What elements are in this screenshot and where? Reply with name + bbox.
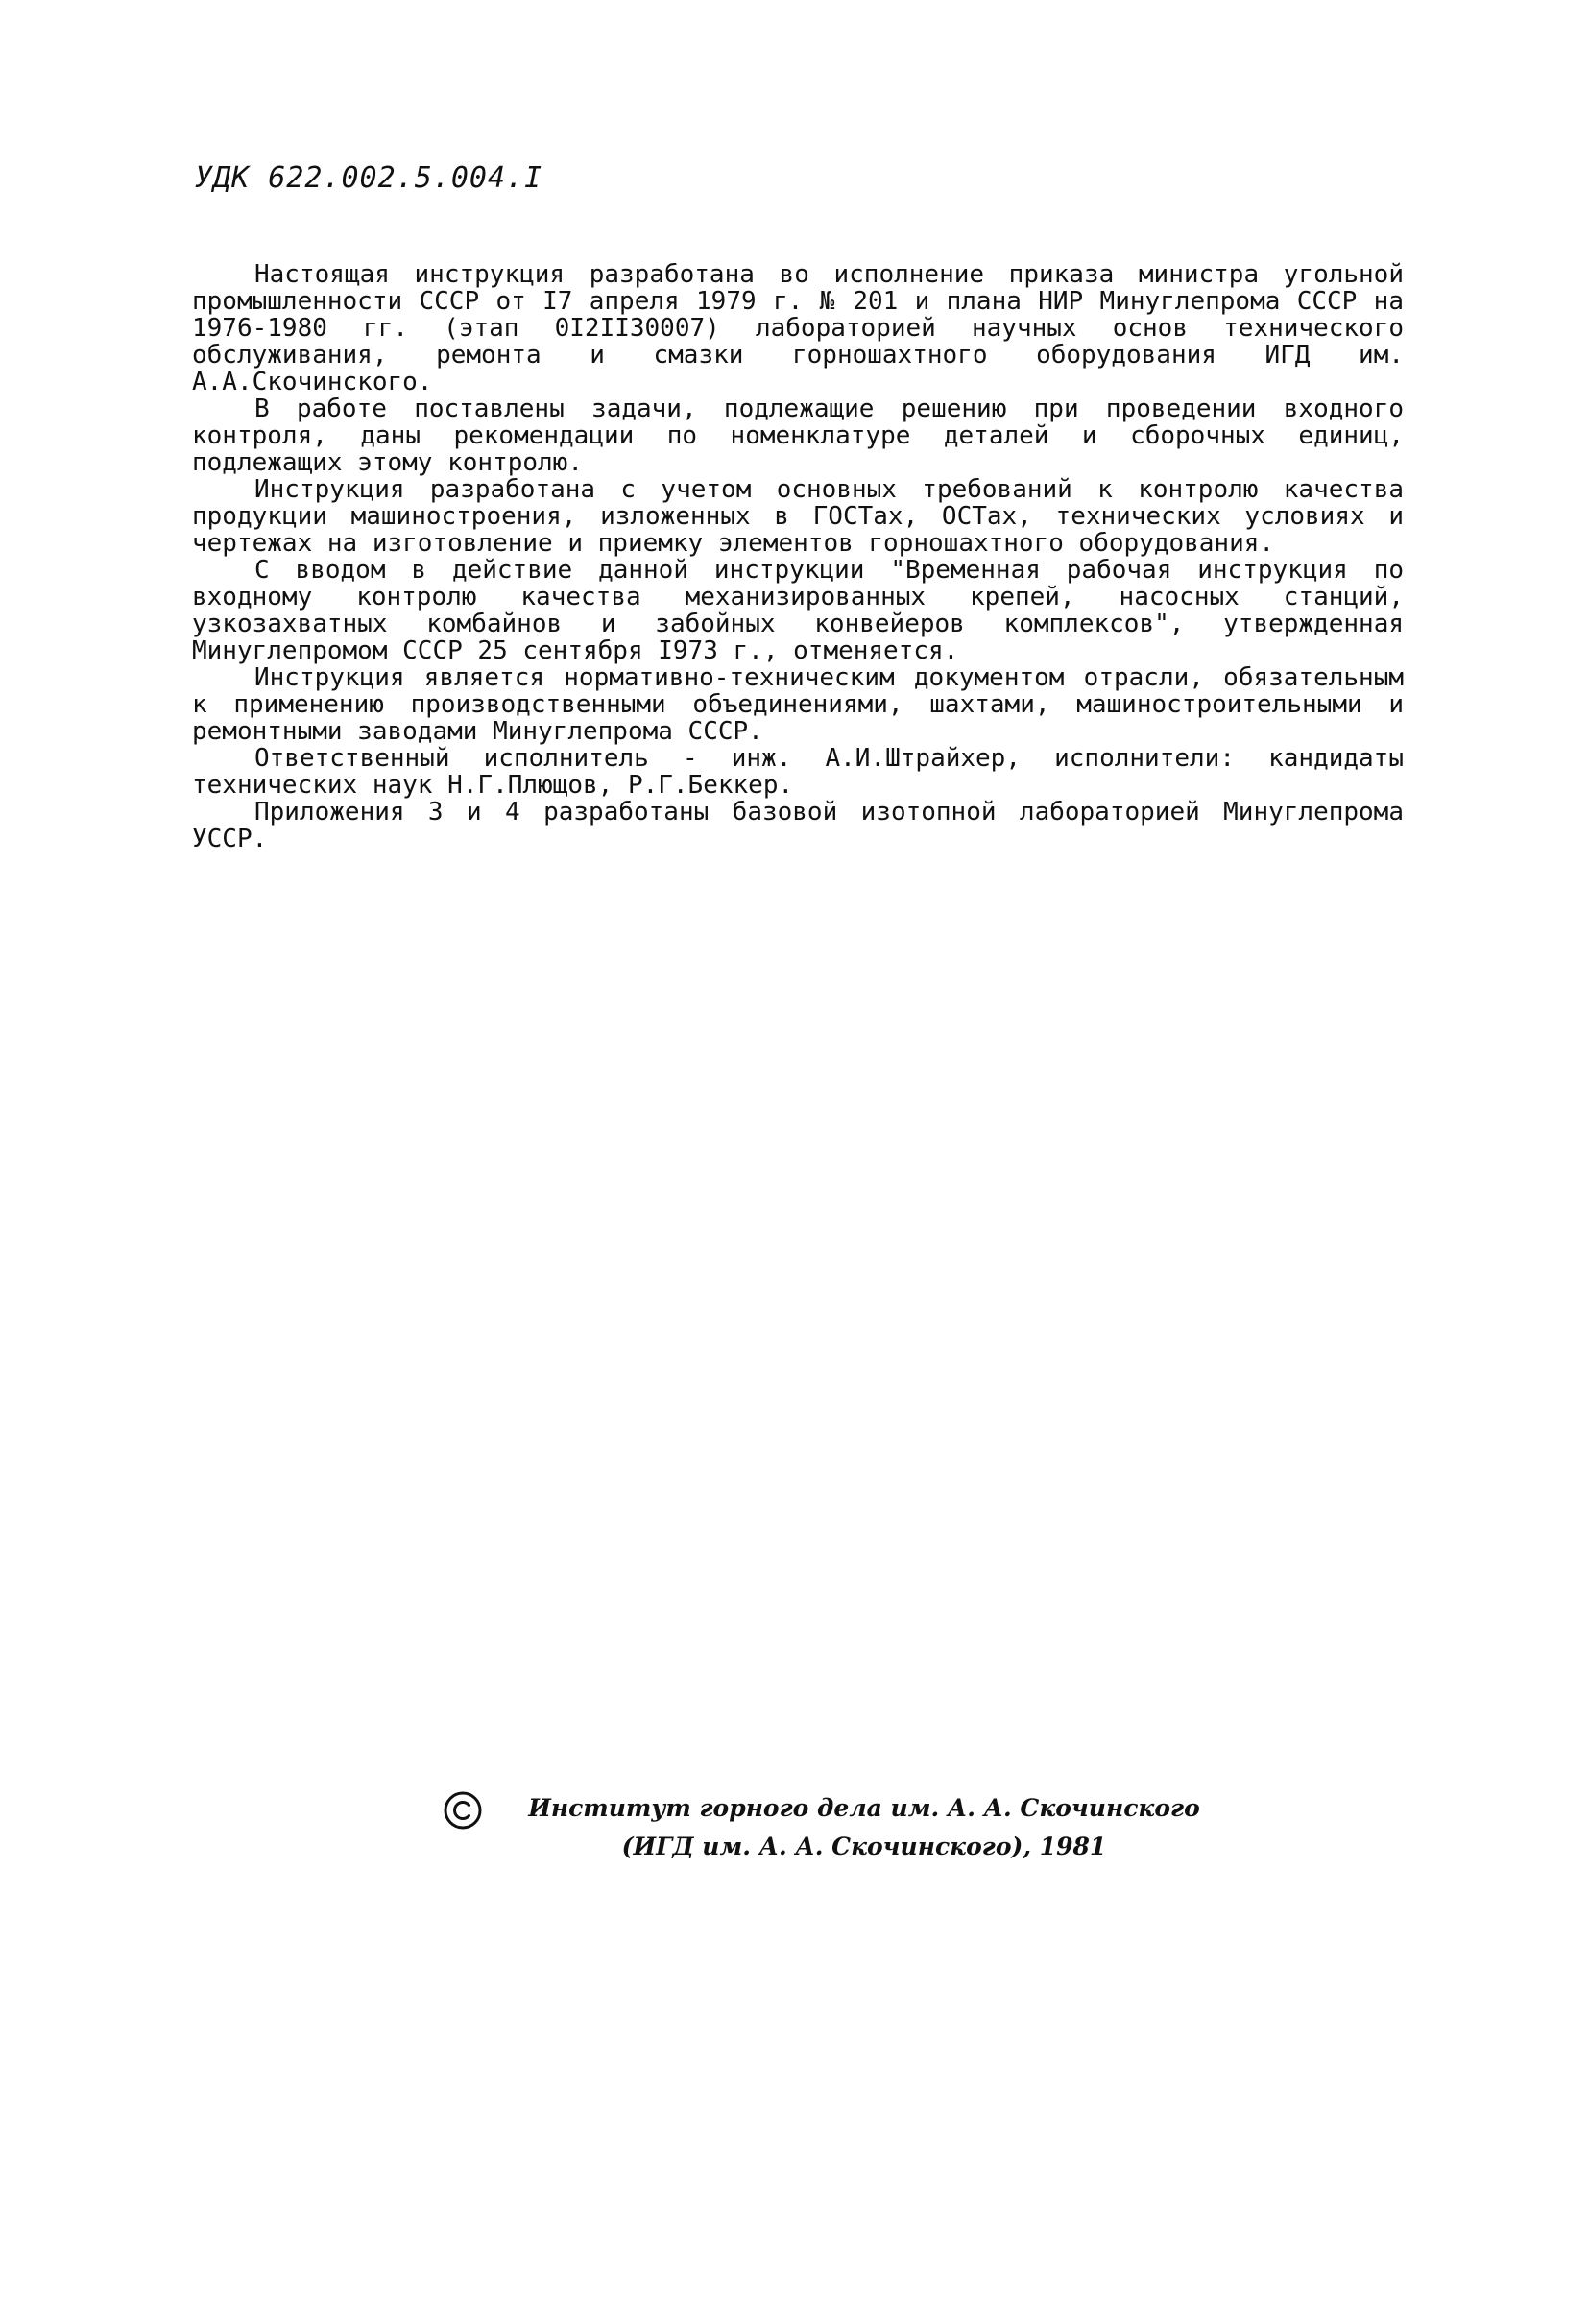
document-body: [192, 261, 1404, 852]
publisher-line-2: (ИГД им. А. А. Скочинского), 1981: [621, 1833, 1107, 1860]
copyright-icon: [442, 1789, 484, 1832]
paragraph-supersedes: С вводом в действие данной инструкции "Временная рабочая инструкция по входному контролю качества механизированных крепей, насосных станций, узкозахватных комбайнов и забойных конвейеров комплексов", утвержденная Минуглепромом СССР 25 сентября I973 г., отменяется.: [192, 556, 1404, 665]
paragraph-requirements: Инструкция разработана с учетом основных требований к контролю качества продукции машиностроения, изложенных в ГОСТах, ОСТах, технических условиях и чертежах на изготовление и приемку элементов горношахтного оборудования.: [192, 475, 1404, 558]
publisher-imprint: [528, 1789, 1200, 1866]
publisher-line-1: Институт горного дела им. А. А. Скочинского: [528, 1794, 1200, 1822]
paragraph-authors: Ответственный исполнитель - инж. А.И.Штрайхер, исполнители: кандидаты технических наук Н.Г.Плющов, Р.Г.Беккер.: [192, 744, 1404, 800]
paragraph-appendices: Приложения 3 и 4 разработаны базовой изотопной лабораторией Минуглепрома УССР.: [192, 798, 1404, 853]
paragraph-tasks: В работе поставлены задачи, подлежащие решению при проведении входного контроля, даны рекомендации по номенклатуре деталей и сборочных единиц, подлежащих этому контролю.: [192, 395, 1404, 477]
copyright-block: [442, 1789, 1210, 1866]
paragraph-purpose: Настоящая инструкция разработана во исполнение приказа министра угольной промышленности СССР от I7 апреля 1979 г. № 201 и плана НИР Минуглепрома СССР на 1976-1980 гг. (этап 0I2II30007) лабораторией научных основ технического обслуживания, ремонта и смазки горношахтного оборудования ИГД им. А.А.Скочинского.: [192, 260, 1404, 396]
udk-code: УДК 622.002.5.004.I: [195, 161, 543, 195]
paragraph-status: Инструкция является нормативно-техническим документом отрасли, обязательным к применению производственными объединениями, шахтами, машиностроительными и ремонтными заводами Минуглепрома СССР.: [192, 663, 1404, 746]
